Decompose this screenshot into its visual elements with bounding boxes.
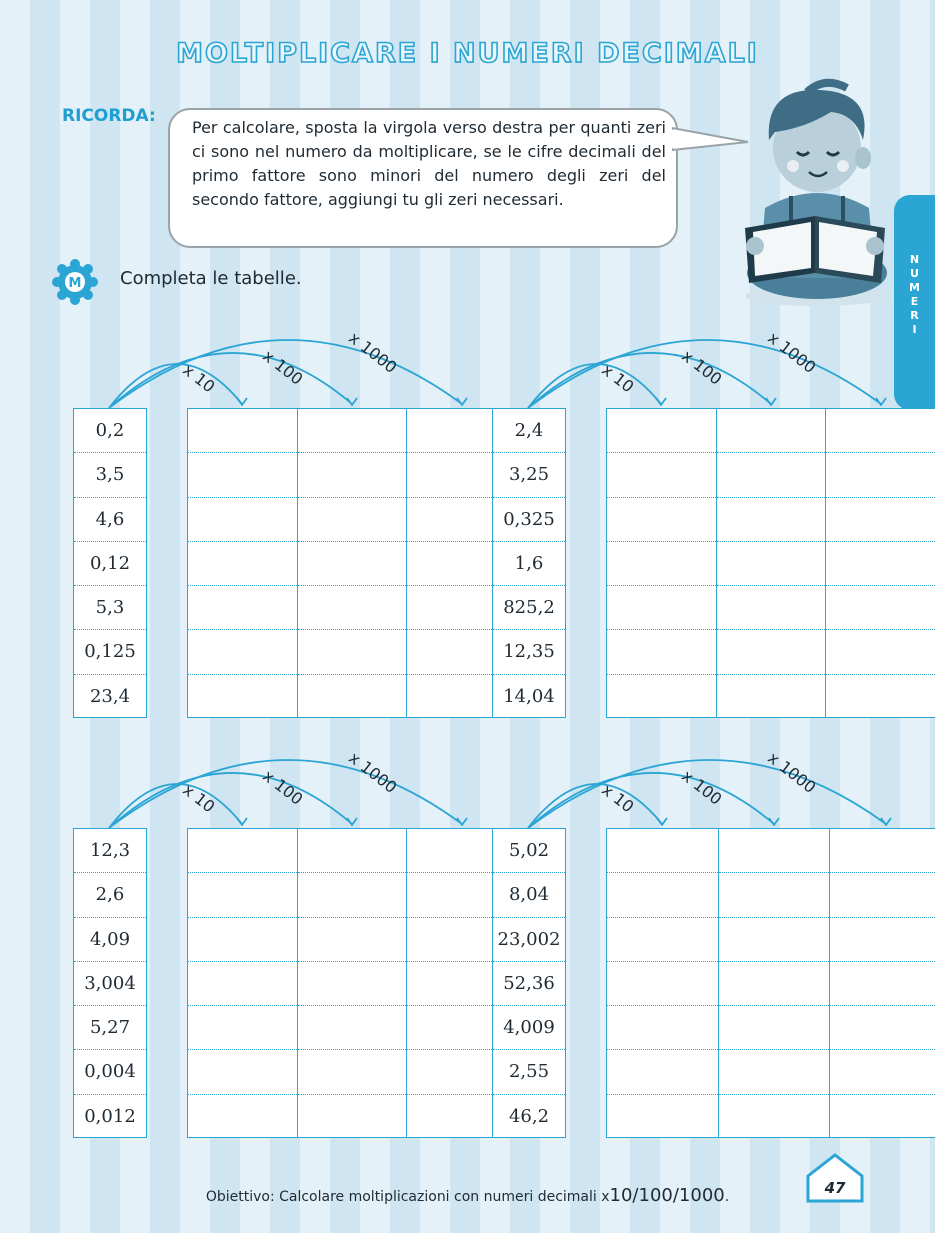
multiplier-label: x 100 [259,346,307,389]
answer-cell[interactable] [719,1050,830,1094]
answer-cell[interactable] [607,829,718,873]
answer-cell[interactable] [717,498,826,542]
arrow-arc [109,353,352,408]
multiplication-exercise [73,310,473,730]
arrow-arc [109,784,242,828]
arrow-head [457,398,467,405]
numbers-column [492,828,566,1138]
number-cell: 12,35 [493,630,565,674]
number-cell: 0,2 [74,409,146,453]
answer-grid [606,828,935,1138]
rule-text: Per calcolare, sposta la virgola verso destra per quanti zeri ci sono nel numero da moltiplicare, se le cifre decimali del primo fattore sono minori del numero degli zeri del secondo fattore, aggiungi tu gli zeri necessari. [192,118,666,209]
answer-grid [606,408,935,718]
multiplier-label: x 1000 [345,748,401,798]
number-cell: 2,4 [493,409,565,453]
side-tab-numeri [894,195,935,410]
multiplier-label: x 100 [678,766,726,809]
answer-cell[interactable] [826,542,935,586]
exercise-icon-letter: M [68,276,82,291]
answer-cell[interactable] [607,498,716,542]
side-tab-letter: U [910,267,919,280]
answer-cell[interactable] [298,542,407,586]
answer-column [298,409,408,717]
answer-column [719,829,831,1137]
answer-cell[interactable] [719,1095,830,1139]
answer-cell[interactable] [298,873,407,917]
multiplier-label: x 10 [598,360,638,397]
answer-cell[interactable] [607,542,716,586]
number-cell: 4,009 [493,1006,565,1050]
number-cell: 0,325 [493,498,565,542]
multiplication-exercise [73,730,473,1150]
answer-cell[interactable] [298,1050,407,1094]
arrow-arc [528,773,774,828]
number-cell: 12,3 [74,829,146,873]
arrow-arc [528,353,771,408]
number-cell: 2,6 [74,873,146,917]
number-cell: 5,02 [493,829,565,873]
instruction-text: Completa le tabelle. [120,268,302,289]
answer-cell[interactable] [607,873,718,917]
answer-cell[interactable] [298,829,407,873]
number-cell: 46,2 [508,1105,550,1127]
exercise-m-icon [52,259,98,305]
numbers-column [73,828,147,1138]
side-tab-letter: E [910,295,919,308]
arrow-arc [528,364,661,408]
answer-cell[interactable] [607,675,716,719]
answer-column [607,409,717,717]
answer-column [188,829,298,1137]
answer-cell[interactable] [826,409,935,453]
arrow-head [237,818,247,825]
number-cell: 3,25 [493,453,565,497]
answer-cell[interactable] [298,453,407,497]
answer-cell[interactable] [298,630,407,674]
number-cell: 4,09 [74,918,146,962]
answer-cell[interactable] [717,675,826,719]
answer-cell[interactable] [298,918,407,962]
answer-cell[interactable] [607,918,718,962]
ricorda-label: RICORDA: [62,106,156,126]
answer-cell[interactable] [188,829,297,873]
answer-cell[interactable] [719,962,830,1006]
number-cell: 825,2 [493,586,565,630]
answer-cell[interactable] [188,873,297,917]
answer-cell[interactable] [298,409,407,453]
answer-cell[interactable] [717,586,826,630]
answer-cell[interactable] [607,962,718,1006]
objective-end: . [724,1189,730,1205]
answer-cell[interactable] [826,453,935,497]
answer-cell[interactable] [719,829,830,873]
number-cell: 0,012 [84,1105,136,1127]
answer-cell[interactable] [719,918,830,962]
number-cell: 0,125 [74,630,146,674]
answer-cell[interactable] [607,409,716,453]
side-tab-letter: N [909,253,920,266]
multiplier-label: x 10 [179,360,219,397]
answer-cell[interactable] [188,498,297,542]
answer-cell[interactable] [830,1006,935,1050]
answer-grid [187,408,517,718]
answer-cell[interactable] [188,962,297,1006]
arrow-head [881,818,891,825]
answer-column [607,829,719,1137]
side-tab-letter: M [909,281,920,294]
page-title: MOLTIPLICARE I NUMERI DECIMALI [176,38,759,69]
answer-cell[interactable] [826,630,935,674]
multiplier-label: x 100 [678,346,726,389]
answer-cell[interactable] [719,1006,830,1050]
number-cell: 52,36 [493,962,565,1006]
number-cell: 14,04 [503,685,555,707]
multiplication-exercise [492,730,892,1150]
arrow-head [657,818,667,825]
answer-cell[interactable] [717,409,826,453]
number-cell: 4,6 [74,498,146,542]
answer-cell[interactable] [298,1095,407,1139]
page-number-house-icon [804,1152,866,1204]
multiplier-label: x 1000 [764,748,820,798]
answer-cell[interactable] [717,542,826,586]
number-cell: 5,3 [74,586,146,630]
multiplier-label: x 1000 [764,328,820,378]
numbers-column [73,408,147,718]
multiplier-label: x 1000 [345,328,401,378]
answer-cell[interactable] [607,630,716,674]
answer-cell[interactable] [719,873,830,917]
arrow-head [876,398,886,405]
answer-cell[interactable] [188,675,297,719]
side-tab-letter: R [910,309,919,322]
arrow-head [769,818,779,825]
answer-column [188,409,298,717]
answer-cell[interactable] [188,542,297,586]
arrow-head [457,818,467,825]
multiplication-exercise [492,310,892,730]
number-cell: 0,12 [74,542,146,586]
number-cell: 3,5 [74,453,146,497]
boy-reading-icon [735,78,895,308]
answer-cell[interactable] [188,1006,297,1050]
answer-cell[interactable] [826,675,935,719]
answer-cell[interactable] [188,409,297,453]
answer-cell[interactable] [607,1006,718,1050]
answer-cell[interactable] [298,675,407,719]
answer-column [717,409,827,717]
multiplier-label: x 10 [179,780,219,817]
number-cell: 2,55 [493,1050,565,1094]
arrow-head [347,398,357,405]
number-cell: 8,04 [493,873,565,917]
answer-cell[interactable] [298,1006,407,1050]
answer-cell[interactable] [188,1095,297,1139]
answer-cell[interactable] [826,586,935,630]
answer-cell[interactable] [607,1095,718,1139]
answer-cell[interactable] [298,586,407,630]
answer-cell[interactable] [830,962,935,1006]
answer-cell[interactable] [830,1095,935,1139]
answer-cell[interactable] [607,453,716,497]
number-cell: 1,6 [493,542,565,586]
answer-cell[interactable] [830,1050,935,1094]
multiplier-label: x 100 [259,766,307,809]
objective-footer [0,1185,935,1206]
answer-cell[interactable] [188,918,297,962]
answer-cell[interactable] [830,918,935,962]
answer-cell[interactable] [717,630,826,674]
number-cell: 0,004 [74,1050,146,1094]
objective-text: Obiettivo: Calcolare moltiplicazioni con numeri decimali x [205,1189,610,1205]
answer-column [830,829,935,1137]
answer-cell[interactable] [188,1050,297,1094]
number-cell: 5,27 [74,1006,146,1050]
arrow-head [656,398,666,405]
page-number: 47 [824,1179,846,1197]
answer-cell[interactable] [188,630,297,674]
answer-cell[interactable] [826,498,935,542]
number-cell: 23,4 [89,685,131,707]
multiplier-label: x 10 [598,780,638,817]
arrow-head [347,818,357,825]
answer-column [298,829,408,1137]
answer-cell[interactable] [298,498,407,542]
side-tab-label [894,253,935,337]
answer-cell[interactable] [607,1050,718,1094]
answer-grid [187,828,517,1138]
answer-cell[interactable] [298,962,407,1006]
arrow-head [766,398,776,405]
answer-cell[interactable] [188,453,297,497]
side-tab-letter: I [912,323,917,336]
answer-cell[interactable] [717,453,826,497]
answer-cell[interactable] [830,829,935,873]
arrow-head [237,398,247,405]
number-cell: 23,002 [493,918,565,962]
answer-cell[interactable] [607,586,716,630]
arrow-arc [528,784,662,828]
speech-bubble [168,108,678,248]
answer-column [826,409,935,717]
numbers-column [492,408,566,718]
arrow-arc [109,364,242,408]
arrow-arc [109,773,352,828]
number-cell: 3,004 [74,962,146,1006]
answer-cell[interactable] [830,873,935,917]
objective-numbers: 10/100/1000 [609,1185,725,1206]
answer-cell[interactable] [188,586,297,630]
